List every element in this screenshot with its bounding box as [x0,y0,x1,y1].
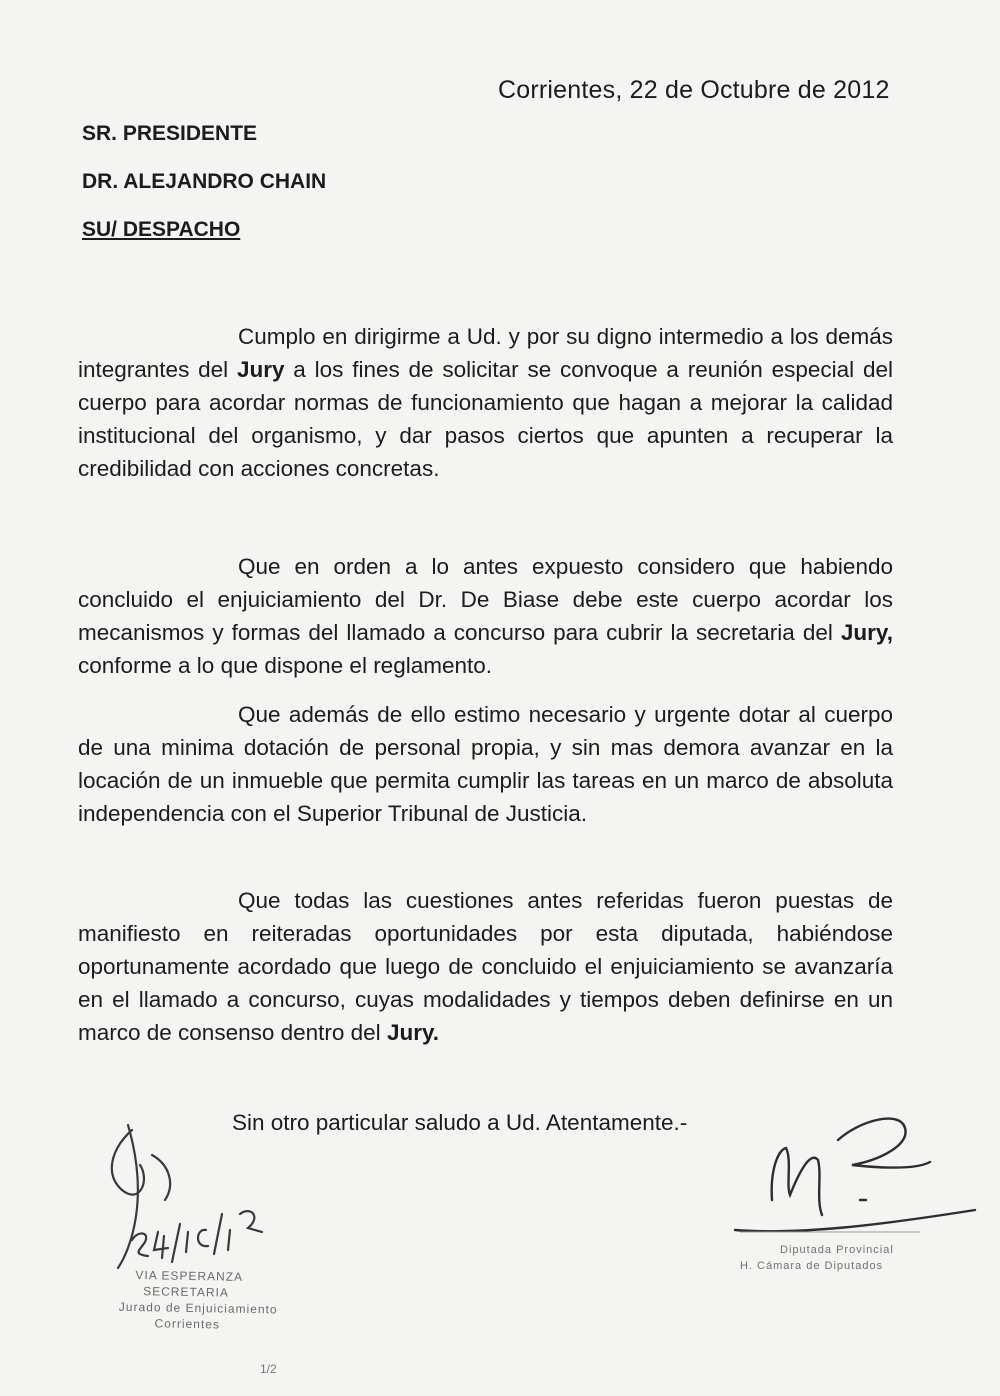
right-stamp-line-1: Diputada Provincial [780,1244,894,1256]
addressee-office: SU/ DESPACHO [82,218,241,241]
paragraph-3: Que además de ello estimo necesario y urgente dotar al cuerpo de una minima dotación de personal propia, y sin mas demora avanzar en la locación de un inmueble que permita cumplir las tareas en un marco de absoluta independencia con el Superior Tribunal de Justicia. [78,702,893,826]
left-stamp-line-1: VIA ESPERANZA [135,1268,244,1284]
paragraph-1 [78,320,893,485]
paragraph-4 [78,884,893,1049]
jury-bold: Jury, [840,620,893,645]
page-mark: 1/2 [260,1362,277,1376]
right-signature [735,1119,975,1232]
paragraph-1-text-a: Cumplo en dirigirme a Ud. y por su digno intermedio a los demás integrantes del [78,324,893,382]
left-stamp [104,1266,278,1333]
jury-bold: Jury. [386,1020,440,1045]
left-signature [112,1125,262,1268]
addressee-block [82,122,326,266]
left-stamp-line-3: Jurado de Enjuiciamiento [118,1299,278,1317]
right-stamp [720,1226,894,1274]
addressee-title: SR. PRESIDENTE [82,122,258,145]
paragraph-4-text-a: Que todas las cuestiones antes referidas fueron puestas de manifiesto en reiteradas oportunidades por esta diputada, habiéndose oportunamente acordado que luego de concluido el enjuiciamiento se avanzaría en el llamado a concurso, cuyas modalidades y tiempos deben definirse en un marco de consenso dentro del [78,888,893,1045]
date-line: Corrientes, 22 de Octubre de 2012 [498,76,890,104]
paragraph-2 [78,550,893,682]
paragraph-1-text-c: a los fines de solicitar se convoque a reunión especial del cuerpo para acordar normas de funcionamiento que hagan a mejorar la calidad institucional del organismo, y dar pasos ciertos que apunten a recuperar la credibilidad con acciones concretas. [78,357,893,481]
right-stamp-line-2: H. Cámara de Diputados [740,1260,884,1272]
jury-bold: Jury [236,357,285,382]
left-stamp-line-2: SECRETARIA [143,1284,230,1300]
paragraph-2-text-a: Que en orden a lo antes expuesto considero que habiendo concluido el enjuiciamiento del Dr. De Biase debe este cuerpo acordar los mecanismos y formas del llamado a concurso para cubrir la secretaria del [78,554,893,645]
closing-line: Sin otro particular saludo a Ud. Atentamente.- [232,1110,688,1135]
paragraph-2-text-c: conforme a lo que dispone el reglamento. [78,653,493,678]
left-stamp-line-4: Corrientes [154,1316,221,1332]
addressee-name: DR. ALEJANDRO CHAIN [82,170,327,193]
